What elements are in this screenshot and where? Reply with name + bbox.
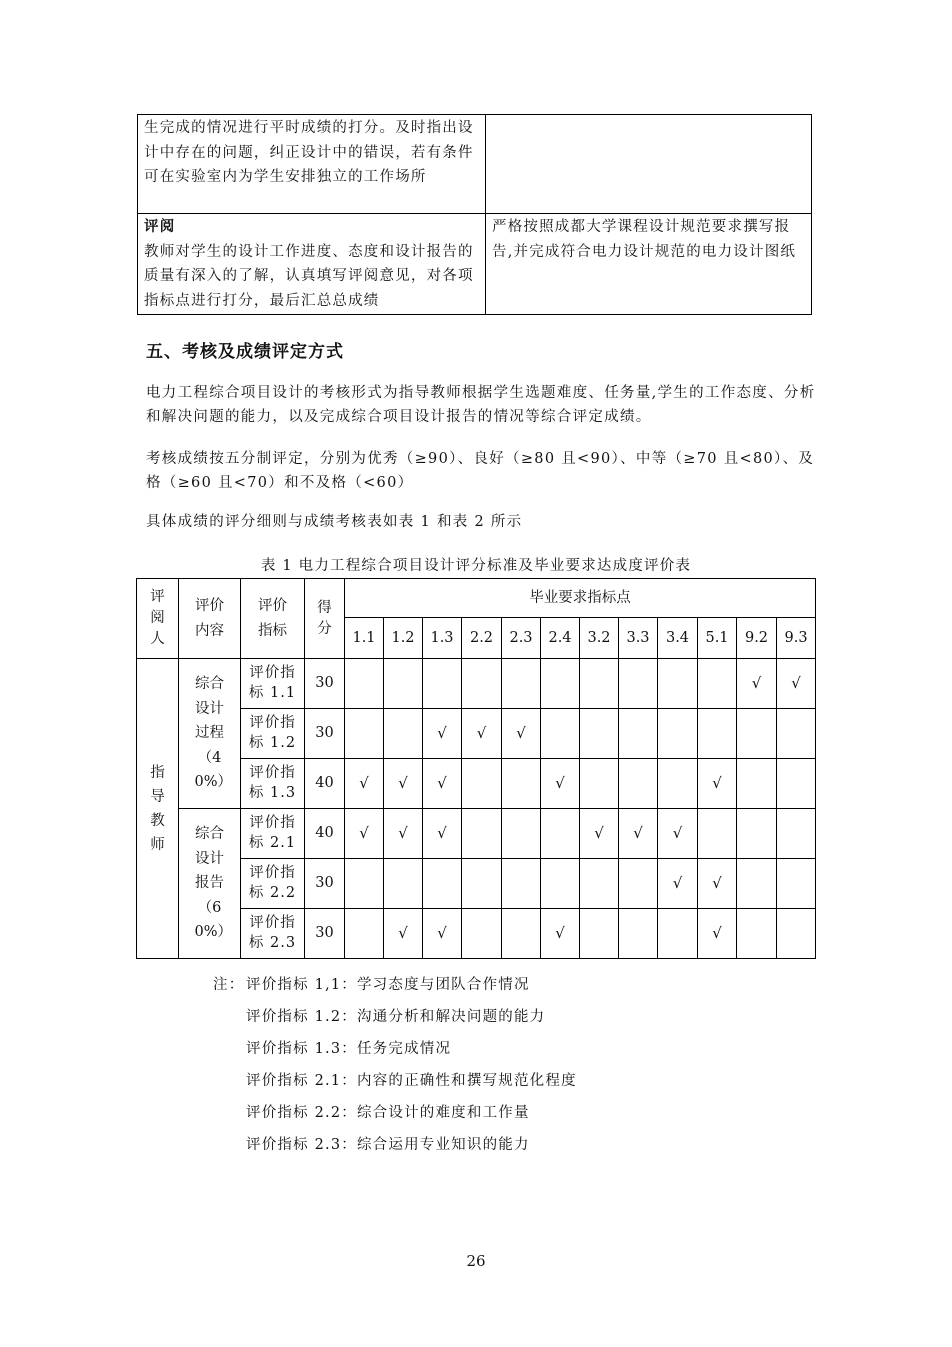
check-mark: √ [398, 823, 408, 842]
point-cell [777, 909, 816, 959]
point-cell [658, 909, 698, 959]
note-item: 评价指标 2.2：综合设计的难度和工作量 [246, 1105, 530, 1121]
point-cell [777, 709, 816, 759]
point-cell [658, 859, 698, 909]
point-cell [541, 909, 580, 959]
point-cell [619, 759, 658, 809]
indicator-cell: 评价指标 2.1 [241, 809, 305, 859]
header-point-2-4: 2.4 [541, 618, 580, 659]
check-mark: √ [437, 773, 447, 792]
point-cell [345, 909, 384, 959]
point-cell [619, 859, 658, 909]
point-cell [619, 809, 658, 859]
point-cell [698, 859, 737, 909]
method-cell-right-2: 严格按照成都大学课程设计规范要求撰写报告,并完成符合电力设计规范的电力设计图纸 [486, 214, 812, 315]
point-cell [698, 659, 737, 709]
score-cell: 30 [305, 709, 345, 759]
page-number: 26 [466, 1252, 486, 1270]
check-mark: √ [791, 673, 801, 692]
check-mark: √ [476, 723, 487, 742]
point-cell [619, 709, 658, 759]
indicator-cell: 评价指标 2.2 [241, 859, 305, 909]
point-cell [423, 859, 462, 909]
check-mark: √ [712, 773, 722, 792]
score-cell: 40 [305, 809, 345, 859]
point-cell [345, 809, 384, 859]
content-group-cell: 综合设计过程（40%） [179, 659, 241, 809]
check-mark: √ [672, 823, 683, 842]
point-cell [580, 909, 619, 959]
check-mark: √ [712, 923, 722, 942]
score-cell: 30 [305, 659, 345, 709]
point-cell [658, 709, 698, 759]
point-cell [384, 859, 423, 909]
point-cell [384, 709, 423, 759]
header-point-3-4: 3.4 [658, 618, 698, 659]
evaluation-table [136, 578, 816, 959]
point-cell [462, 709, 502, 759]
check-mark: √ [437, 923, 447, 942]
method-cell-left-1: 生完成的情况进行平时成绩的打分。及时指出设计中存在的问题，纠正设计中的错误，若有条件可在实验室内为学生安排独立的工作场所 [138, 115, 486, 214]
header-indicator: 评价指标 [241, 579, 305, 659]
method-cell-left-2 [138, 214, 486, 315]
point-cell [462, 759, 502, 809]
header-point-3-2: 3.2 [580, 618, 619, 659]
point-cell [345, 709, 384, 759]
point-cell [502, 909, 541, 959]
note-item: 评价指标 1.2：沟通分析和解决问题的能力 [246, 1009, 546, 1025]
reviewer-cell: 指导教师 [137, 659, 179, 959]
point-cell [423, 659, 462, 709]
point-cell [737, 759, 777, 809]
header-point-1-1: 1.1 [345, 618, 384, 659]
method-table-continued [137, 114, 812, 315]
point-cell [580, 859, 619, 909]
header-point-1-3: 1.3 [423, 618, 462, 659]
header-point-5-1: 5.1 [698, 618, 737, 659]
point-cell [384, 809, 423, 859]
point-cell [541, 859, 580, 909]
point-cell [698, 809, 737, 859]
point-cell [580, 659, 619, 709]
check-mark: √ [712, 873, 722, 892]
point-cell [737, 809, 777, 859]
point-cell [541, 659, 580, 709]
check-mark: √ [555, 773, 565, 792]
point-cell [541, 709, 580, 759]
review-title: 评阅 [144, 218, 176, 235]
point-cell [580, 809, 619, 859]
note-item: 评价指标 1,1：学习态度与团队合作情况 [246, 977, 530, 993]
indicator-cell: 评价指标 1.1 [241, 659, 305, 709]
point-cell [658, 759, 698, 809]
point-cell [423, 709, 462, 759]
point-cell [345, 859, 384, 909]
check-mark: √ [555, 923, 565, 942]
point-cell [541, 759, 580, 809]
paragraph-grading-scale: 考核成绩按五分制评定，分别为优秀（≥90）、良好（≥80 且<90）、中等（≥70 且<80）、及格（≥60 且<70）和不及格（<60） [146, 451, 815, 491]
header-point-2-2: 2.2 [462, 618, 502, 659]
header-graduation-requirements: 毕业要求指标点 [345, 579, 816, 618]
point-cell [462, 659, 502, 709]
point-cell [384, 909, 423, 959]
point-cell [737, 909, 777, 959]
point-cell [462, 859, 502, 909]
point-cell [698, 759, 737, 809]
header-reviewer: 评阅人 [137, 579, 179, 659]
check-mark: √ [398, 923, 408, 942]
point-cell [502, 759, 541, 809]
content-group-cell: 综合设计报告（60%） [179, 809, 241, 959]
table-row [137, 809, 816, 859]
check-mark: √ [633, 823, 643, 842]
point-cell [502, 809, 541, 859]
table-row [137, 659, 816, 709]
check-mark: √ [359, 773, 369, 792]
point-cell [423, 759, 462, 809]
point-cell [502, 859, 541, 909]
point-cell [658, 659, 698, 709]
paragraph-table-reference: 具体成绩的评分细则与成绩考核表如表 1 和表 2 所示 [146, 514, 523, 530]
point-cell [502, 709, 541, 759]
header-content: 评价内容 [179, 579, 241, 659]
point-cell [502, 659, 541, 709]
point-cell [737, 709, 777, 759]
note-item: 评价指标 2.1：内容的正确性和撰写规范化程度 [246, 1073, 577, 1089]
score-cell: 40 [305, 759, 345, 809]
score-cell: 30 [305, 909, 345, 959]
header-point-3-3: 3.3 [619, 618, 658, 659]
check-mark: √ [594, 823, 604, 842]
score-cell: 30 [305, 859, 345, 909]
point-cell [698, 909, 737, 959]
point-cell [384, 659, 423, 709]
check-mark: √ [751, 673, 762, 692]
point-cell [580, 759, 619, 809]
point-cell [777, 859, 816, 909]
check-mark: √ [437, 723, 447, 742]
point-cell [619, 909, 658, 959]
check-mark: √ [516, 723, 526, 742]
point-cell [462, 909, 502, 959]
point-cell [737, 659, 777, 709]
table-caption: 表 1 电力工程综合项目设计评分标准及毕业要求达成度评价表 [260, 558, 692, 574]
indicator-cell: 评价指标 1.3 [241, 759, 305, 809]
section-heading: 五、考核及成绩评定方式 [146, 342, 344, 362]
header-point-9-3: 9.3 [777, 618, 816, 659]
point-cell [698, 709, 737, 759]
notes-prefix: 注： [213, 977, 245, 993]
point-cell [580, 709, 619, 759]
review-body: 教师对学生的设计工作进度、态度和设计报告的质量有深入的了解，认真填写评阅意见，对各项指标点进行打分，最后汇总总成绩 [144, 243, 474, 309]
check-mark: √ [437, 823, 447, 842]
point-cell [777, 759, 816, 809]
point-cell [777, 659, 816, 709]
indicator-cell: 评价指标 2.3 [241, 909, 305, 959]
check-mark: √ [672, 873, 683, 892]
indicator-cell: 评价指标 1.2 [241, 709, 305, 759]
point-cell [345, 759, 384, 809]
header-point-9-2: 9.2 [737, 618, 777, 659]
point-cell [541, 809, 580, 859]
point-cell [345, 659, 384, 709]
point-cell [423, 909, 462, 959]
header-score: 得分 [305, 579, 345, 659]
point-cell [658, 809, 698, 859]
check-mark: √ [398, 773, 408, 792]
header-point-1-2: 1.2 [384, 618, 423, 659]
check-mark: √ [359, 823, 369, 842]
note-item: 评价指标 2.3：综合运用专业知识的能力 [246, 1137, 530, 1153]
point-cell [619, 659, 658, 709]
point-cell [462, 809, 502, 859]
point-cell [384, 759, 423, 809]
point-cell [737, 859, 777, 909]
point-cell [777, 809, 816, 859]
paragraph-assessment-form: 电力工程综合项目设计的考核形式为指导教师根据学生选题难度、任务量,学生的工作态度、分析和解决问题的能力，以及完成综合项目设计报告的情况等综合评定成绩。 [146, 385, 816, 425]
header-point-2-3: 2.3 [502, 618, 541, 659]
point-cell [423, 809, 462, 859]
method-cell-right-1 [486, 115, 812, 214]
note-item: 评价指标 1.3：任务完成情况 [246, 1041, 452, 1057]
